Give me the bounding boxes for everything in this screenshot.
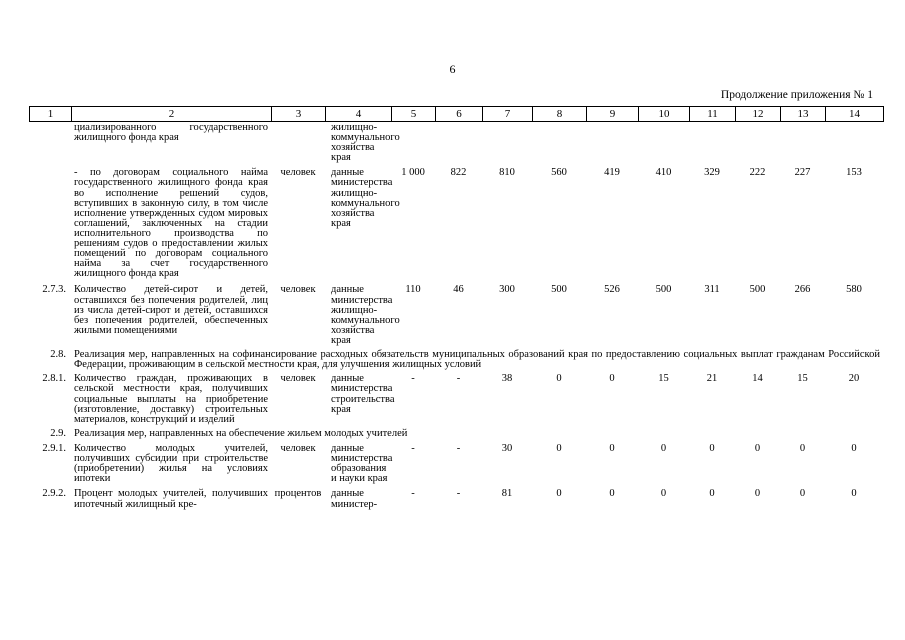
unit-cell: человек	[280, 167, 316, 179]
value-cell: 153	[846, 167, 862, 179]
data-table	[29, 106, 883, 510]
indicator-description: Количество молодых учителей, получивших субсидии при строительстве (приобретении) жилья на условиях ипотеки	[74, 443, 268, 485]
page-number: 6	[449, 62, 456, 76]
source-cell: данные министерства строительства края	[331, 373, 395, 415]
value-cell	[586, 123, 638, 163]
value-cell: 15	[797, 373, 808, 385]
indicator-description: Количество детей-сирот и детей, оставшихся без попечения родителей, лиц из числа детей-сирот и детей, оставшихся без попечения родителей, обеспеченных жилыми помещениями	[74, 284, 268, 336]
value-cell: -	[456, 373, 461, 385]
table-row	[29, 285, 883, 346]
value-cell: 822	[450, 167, 467, 179]
value-cell	[435, 123, 482, 163]
value-cell: 419	[604, 167, 620, 179]
value-cell: 0	[660, 443, 667, 455]
source-cell: данные министерства жилищно-коммунального хозяйства края	[331, 284, 400, 346]
value-cell: 0	[556, 443, 562, 455]
row-number: 2.8.	[50, 348, 66, 360]
value-cell: 580	[846, 284, 862, 296]
unit-cell: человек	[280, 284, 316, 296]
column-header: 9	[587, 107, 639, 122]
value-cell	[825, 123, 883, 163]
value-cell: 311	[704, 284, 720, 296]
value-cell: 21	[706, 373, 718, 385]
value-cell: 500	[655, 284, 672, 296]
indicator-description: Количество граждан, проживающих в сельской местности края, получивших социальные выплаты на приобретение (изготовление, доставку) строительных материалов, конструкций и изделий	[74, 373, 268, 425]
unit-cell: процентов	[274, 488, 322, 500]
value-cell: 38	[501, 373, 513, 385]
value-cell: 0	[851, 488, 857, 500]
value-cell: 0	[609, 443, 615, 455]
value-cell: 0	[799, 443, 806, 455]
value-cell: 0	[609, 373, 615, 385]
column-header: 14	[826, 107, 884, 122]
column-header: 3	[272, 107, 326, 122]
section-row	[29, 350, 883, 370]
value-cell: 300	[499, 284, 515, 296]
value-cell	[482, 123, 532, 163]
value-cell: 1 000	[401, 167, 425, 179]
row-number: 2.9.1.	[42, 443, 66, 455]
value-cell: 0	[851, 443, 857, 455]
value-cell	[780, 123, 825, 163]
unit-cell: человек	[280, 443, 316, 455]
table-row	[29, 123, 883, 163]
column-header: 4	[326, 107, 392, 122]
value-cell: 0	[556, 488, 562, 500]
column-header: 1	[30, 107, 72, 122]
table-row	[29, 374, 883, 424]
source-cell: данные министерства жилищно-коммунального хозяйства края	[331, 167, 400, 229]
value-cell: 560	[551, 167, 567, 179]
table-row	[29, 444, 883, 484]
value-cell: 46	[453, 284, 464, 296]
source-cell: жилищно-коммунального хозяйства края	[331, 122, 400, 164]
value-cell: 0	[754, 443, 761, 455]
value-cell: 222	[749, 167, 766, 179]
value-cell: -	[411, 373, 415, 385]
continuation-label: Продолжение приложения № 1	[720, 89, 873, 101]
column-header: 6	[436, 107, 483, 122]
row-number: 2.9.2.	[42, 488, 66, 500]
row-number: 2.7.3.	[42, 284, 66, 296]
value-cell	[391, 123, 435, 163]
column-header: 11	[690, 107, 736, 122]
table-body	[29, 123, 883, 510]
value-cell	[689, 123, 735, 163]
value-cell: 500	[749, 284, 766, 296]
column-header: 8	[533, 107, 587, 122]
value-cell: 227	[794, 167, 811, 179]
column-header: 13	[781, 107, 826, 122]
value-cell: 410	[655, 167, 672, 179]
column-header: 7	[483, 107, 533, 122]
table-row	[29, 489, 883, 509]
value-cell: 0	[754, 488, 761, 500]
value-cell: 500	[551, 284, 567, 296]
unit-cell: человек	[280, 373, 316, 385]
value-cell	[735, 123, 780, 163]
value-cell: 0	[709, 443, 715, 455]
section-row	[29, 429, 883, 439]
column-number-header	[29, 106, 884, 122]
value-cell	[638, 123, 689, 163]
value-cell: 110	[405, 284, 421, 296]
row-number	[29, 123, 71, 163]
value-cell: 0	[709, 488, 715, 500]
row-number: 2.9.	[50, 427, 66, 439]
column-header: 12	[736, 107, 781, 122]
value-cell: -	[411, 488, 415, 500]
indicator-description: - по договорам социального найма государственного жилищного фонда края во исполнение решений судов, вступивших в законную силу, в том числе исполнение утвержденных судом мировых соглашений, заключенных на стадии исполнительного производства по решениям судов о предоставлении жилых помещений по договорам социального найма за счет государственного жилищного фонда края	[74, 167, 268, 280]
value-cell: 0	[609, 488, 615, 500]
source-cell: данные министерства образования и науки края	[331, 443, 393, 485]
value-cell: 810	[499, 167, 515, 179]
value-cell: 15	[658, 373, 669, 385]
value-cell: 30	[501, 443, 513, 455]
value-cell: 0	[660, 488, 667, 500]
value-cell	[532, 123, 586, 163]
value-cell: 20	[848, 373, 860, 385]
column-header: 5	[392, 107, 436, 122]
section-title: Реализация мер, направленных на обеспечение жильем молодых учителей	[74, 427, 408, 439]
row-number	[29, 168, 71, 279]
value-cell: 526	[604, 284, 620, 296]
value-cell: 0	[556, 373, 562, 385]
indicator-description: циализированного государственного жилищного фонда края	[74, 122, 268, 144]
column-header: 2	[72, 107, 272, 122]
value-cell: -	[456, 443, 461, 455]
section-title: Реализация мер, направленных на софинансирование расходных обязательств муниципальных образований края по предоставлению социальных выплат гражданам Российской Федерации, проживающим в сельской местности края, для улучшения жилищных условий	[74, 348, 880, 371]
unit-cell	[271, 123, 325, 163]
source-cell: данные министер-	[331, 488, 378, 510]
value-cell: -	[411, 443, 415, 455]
table-row	[29, 168, 883, 279]
column-header: 10	[639, 107, 690, 122]
indicator-description: Процент молодых учителей, получивших ипотечный жилищный кре-	[74, 488, 268, 510]
value-cell: 81	[501, 488, 513, 500]
value-cell: 0	[799, 488, 806, 500]
value-cell: -	[456, 488, 461, 500]
value-cell: 266	[794, 284, 811, 296]
row-number: 2.8.1.	[42, 373, 66, 385]
value-cell: 14	[752, 373, 763, 385]
value-cell: 329	[704, 167, 720, 179]
